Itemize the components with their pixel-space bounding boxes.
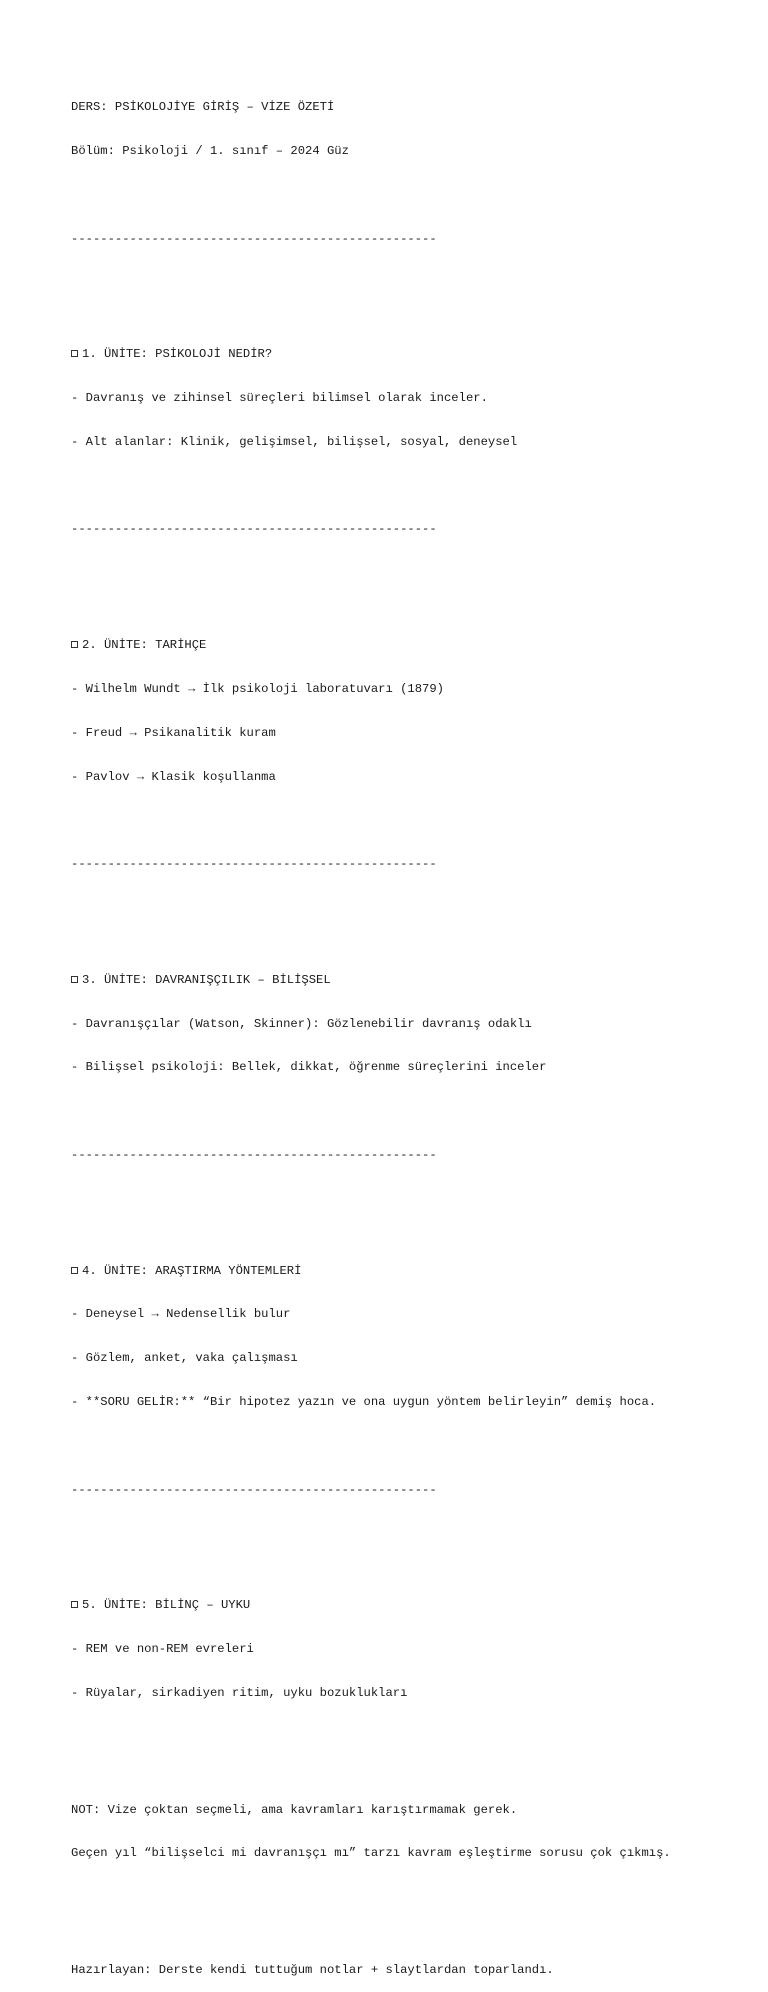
list-item: - Alt alanlar: Klinik, gelişimsel, bilişsel, sosyal, deneysel bbox=[71, 434, 518, 449]
section-heading bbox=[71, 1598, 751, 1613]
section-heading-text: 1. ÜNİTE: PSİKOLOJİ NEDİR? bbox=[82, 347, 273, 362]
list-item: - REM ve non-REM evreleri bbox=[71, 1642, 254, 1657]
list-item: - Rüyalar, sirkadiyen ritim, uyku bozuklukları bbox=[71, 1685, 408, 1700]
divider: -------------------------------------------------- bbox=[71, 1147, 437, 1162]
square-bullet-icon bbox=[71, 1267, 78, 1274]
section-heading-text: 5. ÜNİTE: BİLİNÇ – UYKU bbox=[82, 1598, 251, 1613]
section-heading-text: 4. ÜNİTE: ARAŞTIRMA YÖNTEMLERİ bbox=[82, 1263, 302, 1278]
list-item: - Wilhelm Wundt → İlk psikoloji laboratuvarı (1879) bbox=[71, 681, 444, 696]
prepared-by: Hazırlayan: Derste kendi tuttuğum notlar + slaytlardan toparlandı. bbox=[71, 1963, 554, 1978]
section-heading-text: 3. ÜNİTE: DAVRANIŞÇILIK – BİLİŞSEL bbox=[82, 972, 331, 987]
section-heading-text: 2. ÜNİTE: TARİHÇE bbox=[82, 638, 207, 653]
list-item: - Bilişsel psikoloji: Bellek, dikkat, öğrenme süreçlerini inceler bbox=[71, 1060, 547, 1075]
list-item: - Deneysel → Nedensellik bulur bbox=[71, 1307, 291, 1322]
list-item: - Pavlov → Klasik koşullanma bbox=[71, 769, 276, 784]
list-item: - Davranış ve zihinsel süreçleri bilimsel olarak inceler. bbox=[71, 391, 488, 406]
divider: -------------------------------------------------- bbox=[71, 857, 437, 872]
divider: -------------------------------------------------- bbox=[71, 231, 437, 246]
study-notes-document bbox=[71, 71, 751, 1992]
divider: -------------------------------------------------- bbox=[71, 1482, 437, 1497]
section-heading bbox=[71, 347, 751, 362]
list-item: - Gözlem, anket, vaka çalışması bbox=[71, 1351, 298, 1366]
square-bullet-icon bbox=[71, 976, 78, 983]
note-line: Geçen yıl “bilişselci mi davranışçı mı” tarzı kavram eşleştirme sorusu çok çıkmış. bbox=[71, 1846, 671, 1861]
document-title: DERS: PSİKOLOJİYE GİRİŞ – VİZE ÖZETİ bbox=[71, 100, 335, 115]
square-bullet-icon bbox=[71, 350, 78, 357]
list-item: - Freud → Psikanalitik kuram bbox=[71, 725, 276, 740]
section-heading bbox=[71, 973, 751, 988]
section-heading bbox=[71, 1264, 751, 1279]
document-subtitle: Bölüm: Psikoloji / 1. sınıf – 2024 Güz bbox=[71, 143, 349, 158]
square-bullet-icon bbox=[71, 641, 78, 648]
list-item: - **SORU GELİR:** “Bir hipotez yazın ve ona uygun yöntem belirleyin” demiş hoca. bbox=[71, 1395, 657, 1410]
square-bullet-icon bbox=[71, 1601, 78, 1608]
section-heading bbox=[71, 638, 751, 653]
divider: -------------------------------------------------- bbox=[71, 522, 437, 537]
list-item: - Davranışçılar (Watson, Skinner): Gözlenebilir davranış odaklı bbox=[71, 1016, 532, 1031]
note-line: NOT: Vize çoktan seçmeli, ama kavramları karıştırmamak gerek. bbox=[71, 1802, 518, 1817]
